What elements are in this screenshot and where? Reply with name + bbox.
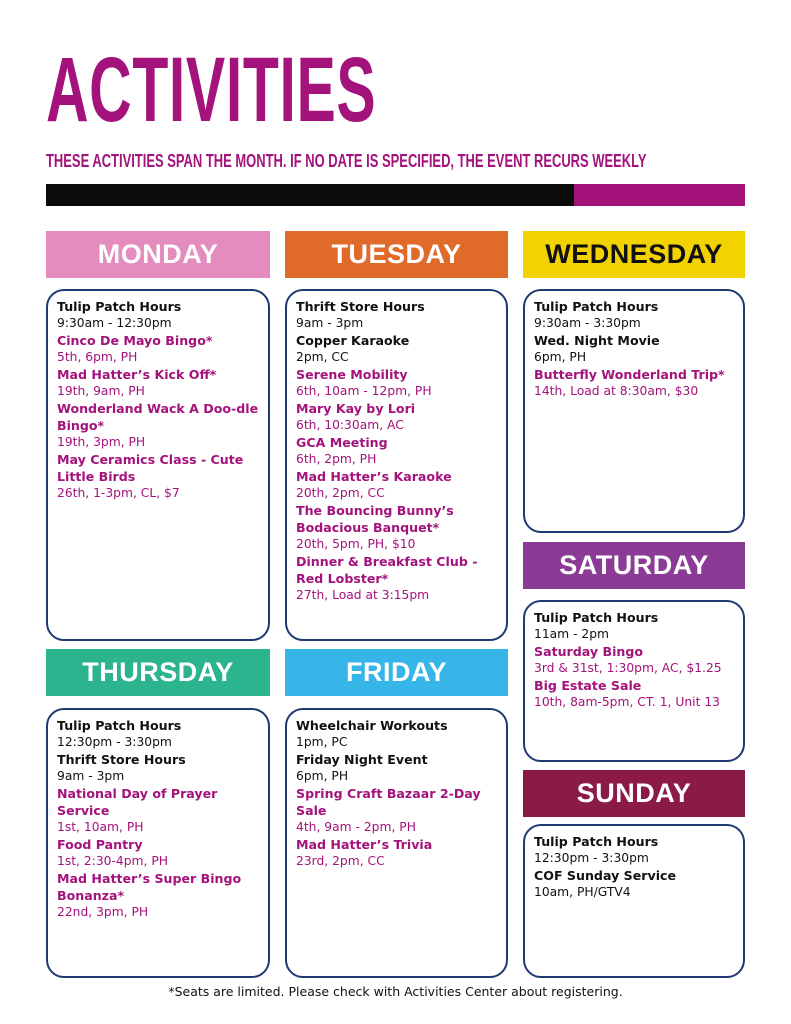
event-item [57,836,260,870]
event-item [296,836,498,870]
event-item [296,298,498,332]
event-detail: 1st, 2:30-4pm, PH [57,854,169,868]
event-name: Tulip Patch Hours [57,718,182,733]
event-detail: 20th, 5pm, PH, $10 [296,537,416,551]
event-detail: 6th, 2pm, PH [296,452,377,466]
event-detail: 14th, Load at 8:30am, $30 [534,384,699,398]
event-item [534,643,735,677]
page-subtitle: THESE ACTIVITIES SPAN THE MONTH. IF NO DATE IS SPECIFIED, THE EVENT RECURS WEEKLY [46,151,647,171]
wednesday-card [523,289,745,533]
event-item [57,785,260,836]
event-detail: 20th, 2pm, CC [296,486,385,500]
event-detail: 6th, 10:30am, AC [296,418,404,432]
event-name: Mad Hatter’s Karaoke [296,469,452,484]
event-name: Cinco De Mayo Bingo* [57,333,213,348]
event-detail: 22nd, 3pm, PH [57,905,149,919]
event-detail: 11am - 2pm [534,627,610,641]
event-item [534,298,735,332]
event-detail: 12:30pm - 3:30pm [534,851,649,865]
event-name: Wed. Night Movie [534,333,660,348]
event-name: Mad Hatter’s Trivia [296,837,433,852]
event-detail: 1pm, PC [296,735,348,749]
event-detail: 19th, 3pm, PH [57,435,146,449]
thursday-header: THURSDAY [46,649,270,696]
event-item [534,609,735,643]
event-item [296,434,498,468]
event-item [534,677,735,711]
friday-card [285,708,508,978]
event-name: Copper Karaoke [296,333,410,348]
tuesday-header: TUESDAY [285,231,508,278]
event-detail: 6pm, PH [296,769,349,783]
friday-header: FRIDAY [285,649,508,696]
event-name: Wonderland Wack A Doo-dle Bingo* [57,401,259,433]
event-detail: 5th, 6pm, PH [57,350,138,364]
tuesday-card [285,289,508,641]
event-name: Mad Hatter’s Super Bingo Bonanza* [57,871,242,903]
saturday-header: SATURDAY [523,542,745,589]
event-detail: 10th, 8am-5pm, CT. 1, Unit 13 [534,695,720,709]
event-item [296,751,498,785]
divider-bar-magenta [574,184,745,206]
event-item [57,717,260,751]
wednesday-header: WEDNESDAY [523,231,745,278]
event-name: Butterfly Wonderland Trip* [534,367,725,382]
footnote: *Seats are limited. Please check with Activities Center about registering. [168,984,623,999]
event-item [534,366,735,400]
event-item [534,332,735,366]
event-name: Tulip Patch Hours [57,299,182,314]
page-title: ACTIVITIES [46,39,377,141]
event-name: May Ceramics Class - Cute Little Birds [57,452,244,484]
event-detail: 10am, PH/GTV4 [534,885,631,899]
event-item [57,751,260,785]
event-detail: 2pm, CC [296,350,349,364]
event-item [296,785,498,836]
event-detail: 12:30pm - 3:30pm [57,735,172,749]
event-item [57,400,260,451]
event-detail: 4th, 9am - 2pm, PH [296,820,416,834]
event-item [534,867,735,901]
event-name: Serene Mobility [296,367,408,382]
event-name: Tulip Patch Hours [534,834,659,849]
event-item [57,298,260,332]
event-item [57,870,260,921]
event-name: Tulip Patch Hours [534,610,659,625]
saturday-card [523,600,745,762]
event-detail: 1st, 10am, PH [57,820,144,834]
thursday-card [46,708,270,978]
event-name: Wheelchair Workouts [296,718,448,733]
event-detail: 27th, Load at 3:15pm [296,588,430,602]
event-detail: 19th, 9am, PH [57,384,145,398]
event-name: Spring Craft Bazaar 2-Day Sale [296,786,481,818]
event-detail: 9:30am - 12:30pm [57,316,172,330]
event-item [57,366,260,400]
sunday-card [523,824,745,978]
event-name: COF Sunday Service [534,868,677,883]
event-item [296,717,498,751]
event-name: Food Pantry [57,837,143,852]
event-name: Mary Kay by Lori [296,401,416,416]
event-name: Mad Hatter’s Kick Off* [57,367,217,382]
event-item [296,366,498,400]
event-name: Big Estate Sale [534,678,642,693]
event-detail: 9:30am - 3:30pm [534,316,641,330]
divider-bar-black [46,184,574,206]
event-name: Thrift Store Hours [57,752,186,767]
monday-card [46,289,270,641]
monday-header: MONDAY [46,231,270,278]
event-name: National Day of Prayer Service [57,786,218,818]
event-name: Tulip Patch Hours [534,299,659,314]
event-detail: 23rd, 2pm, CC [296,854,385,868]
sunday-header: SUNDAY [523,770,745,817]
event-detail: 6pm, PH [534,350,587,364]
event-name: The Bouncing Bunny’s Bodacious Banquet* [296,503,454,535]
event-detail: 9am - 3pm [296,316,364,330]
event-item [534,833,735,867]
event-name: Saturday Bingo [534,644,644,659]
event-detail: 26th, 1-3pm, CL, $7 [57,486,180,500]
event-item [296,468,498,502]
event-item [296,553,498,604]
event-name: Thrift Store Hours [296,299,425,314]
event-detail: 9am - 3pm [57,769,125,783]
event-item [57,451,260,502]
event-name: Dinner & Breakfast Club - Red Lobster* [296,554,478,586]
event-item [57,332,260,366]
event-item [296,502,498,553]
event-name: Friday Night Event [296,752,428,767]
event-item [296,332,498,366]
event-detail: 3rd & 31st, 1:30pm, AC, $1.25 [534,661,722,675]
event-item [296,400,498,434]
event-name: GCA Meeting [296,435,388,450]
event-detail: 6th, 10am - 12pm, PH [296,384,432,398]
